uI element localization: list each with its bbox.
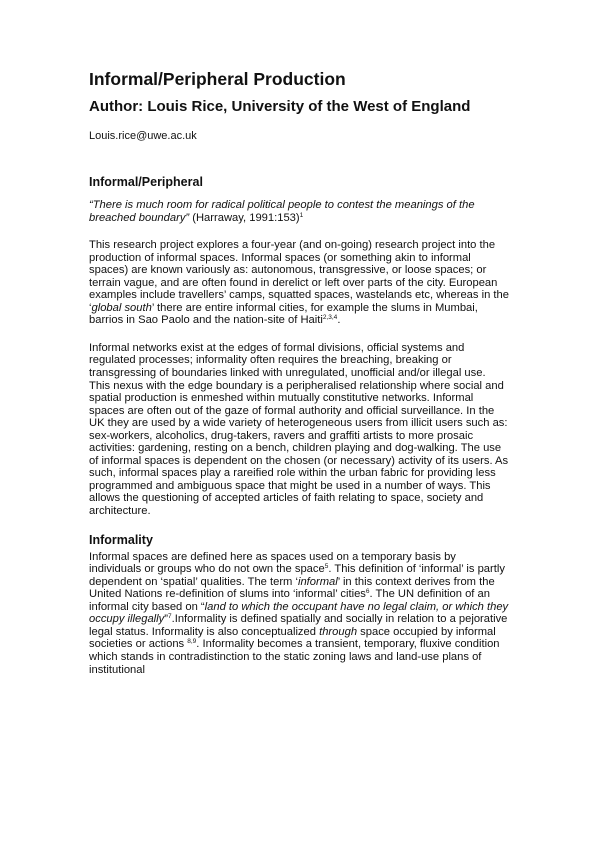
author-line: Author: Louis Rice, University of the West of England <box>89 98 471 115</box>
paragraph-text: Informal spaces are defined here as spaces used on a temporary basis by individuals or groups who do not own the space <box>89 550 456 576</box>
footnote-ref: 6 <box>365 588 370 596</box>
emphasis-text: through <box>319 625 358 638</box>
footnote-ref: 7 <box>167 613 172 621</box>
quote-text: “There is much room for radical political people to contest the meanings of the breached boundary” <box>89 199 475 224</box>
paragraph-text: This research project explores a four-year (and on-going) research project into the production of informal spaces. Informal spaces (or something akin to informal spaces) are known variously as: autonomous, transgressive, or loose spaces; or terrain vague, and are often found in derelict or left over parts of the city. European examples include travellers’ camps, squatted spaces, wastelands etc, whereas in the ‘ <box>89 239 509 314</box>
section-heading-informality: Informality <box>89 532 153 547</box>
paragraph-text: . This definition of ‘informal’ is partly dependent on ‘spatial’ qualities. The term ‘ <box>89 563 505 588</box>
paragraph-text: ” <box>164 613 168 626</box>
emphasis-text: land to which the occupant have no legal claim, or which they occupy illegally <box>89 600 509 626</box>
paper-title: Informal/Peripheral Production <box>89 69 346 89</box>
paragraph-text: space occupied by informal societies or actions <box>89 625 496 651</box>
document-page <box>89 68 509 676</box>
footnote-ref: 2,3,4 <box>322 314 338 322</box>
paragraph-text: . <box>337 314 341 327</box>
paragraph-text: .Informality is defined spatially and socially in relation to a pejorative legal status. Informality is also conceptualized <box>89 613 508 638</box>
footnote-ref: 5 <box>324 563 329 571</box>
section-heading-informal-peripheral: Informal/Peripheral <box>89 175 203 189</box>
footnote-ref: 1 <box>299 211 304 219</box>
paragraph-networks: Informal networks exist at the edges of formal divisions, official systems and regulated processes; informality often requires the breaching, breaking or transgressing of boundaries linked with unregulated, unofficial and/or illegal use. This nexus with the edge boundary is a peripheralised relationship where social and spatial production is enmeshed within mutually constitutive networks. Informal spaces are often out of the gaze of formal authority and official surveillance. In the UK they are used by a wide variety of heterogeneous users from illicit users such as: sex-workers, alcoholics, drug-takers, ravers and graffiti artists to more prosaic activities: gardening, resting on a bench, children playing and dog-walking. The use of informal spaces is dependent on the chosen (or necessary) activity of its users. As such, informal spaces play a rareified role within the urban fabric for providing less programmed and ambiguous space that might be used in a number of ways. This allows the questioning of accepted articles of faith relating to space, society and architecture. <box>89 341 509 518</box>
paragraph-text: ’ there are entire informal cities, for example the slums in Mumbai, barrios in Sao Paolo and the nation-site of Haiti <box>89 301 478 327</box>
author-email: Louis.rice@uwe.ac.uk <box>89 130 197 142</box>
paragraph-text: . The UN definition of an informal city based on “ <box>89 588 490 613</box>
paragraph-informality <box>89 551 509 676</box>
quote-citation: (Harraway, 1991:153) <box>189 211 300 224</box>
emphasis-text: informal <box>297 575 338 588</box>
footnote-ref: 8,9 <box>187 638 197 646</box>
paragraph-text: . Informality becomes a transient, temporary, fluxive condition which stands in contradistinction to the static zoning laws and land-use plans of institutional <box>89 638 500 676</box>
epigraph-quote <box>89 199 509 224</box>
emphasis-text: global south <box>91 301 152 314</box>
paragraph-text: ’ in this context derives from the United Nations re-definition of slums into ‘informal’ cities <box>89 575 495 601</box>
paragraph-intro <box>89 239 509 327</box>
